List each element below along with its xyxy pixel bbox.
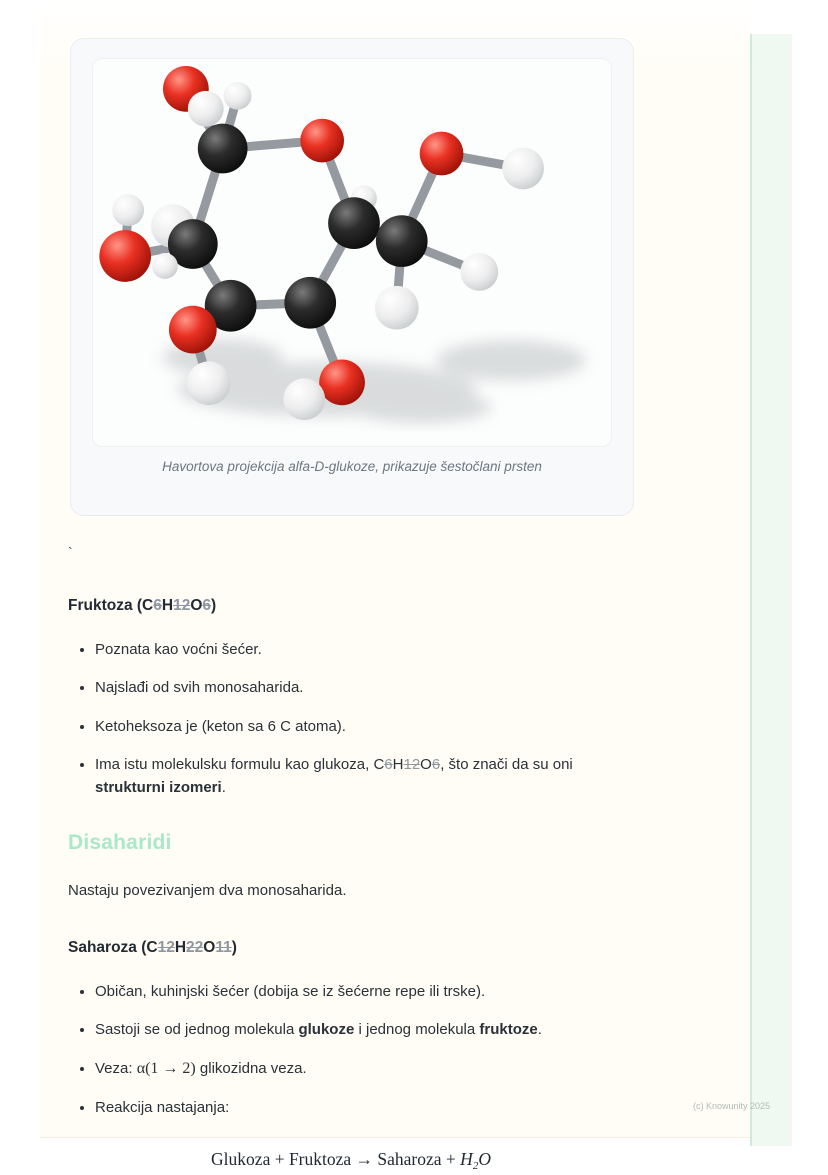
carbon-atom [328, 197, 380, 249]
hydrogen-atom [187, 361, 231, 405]
copyright-watermark: (c) Knowunity 2025 [693, 1101, 771, 1111]
saharoza-list [68, 980, 634, 1120]
oxygen-atom [99, 230, 151, 282]
fruktoza-heading: Fruktoza (C6H12O6) [68, 597, 217, 614]
glucose-ball-stick-model [93, 59, 611, 446]
hydrogen-atom [224, 82, 252, 110]
list-item: • Običan, kuhinjski šećer (dobija se iz šećerne repe ili trske). [95, 980, 634, 1003]
hydrogen-atom [460, 253, 498, 291]
list-item: • Poznata kao voćni šećer. [95, 638, 634, 661]
molecule-figure-card [70, 38, 634, 516]
hydrogen-atom [188, 91, 224, 127]
list-item: • Reakcija nastajanja: [95, 1096, 634, 1119]
oxygen-atom [420, 132, 464, 176]
carbon-atom [376, 215, 428, 267]
ring-oxygen-atom [300, 119, 344, 163]
fruktoza-list [68, 638, 634, 799]
stray-backtick: ` [68, 544, 73, 560]
list-item: • Sastoji se od jednog molekula glukoze i jednog molekula fruktoze. [95, 1018, 634, 1041]
list-item: • Veza: α(1 → 2) glikozidna veza. [95, 1057, 634, 1082]
figure-caption: Havortova projekcija alfa-D-glukoze, prikazuje šestočlani prsten [162, 459, 542, 474]
list-item: • Najslađi od svih monosaharida. [95, 676, 634, 699]
page-edge-strip [750, 34, 792, 1146]
disaharidi-intro: Nastaju povezivanjem dva monosaharida. [68, 881, 347, 899]
molecule-figure-image [92, 58, 612, 447]
list-item: • Ima istu molekulsku formulu kao glukoza, C6H12O6, što znači da su oni strukturni izomeri. [95, 753, 634, 800]
saharoza-heading: Saharoza (C12H22O11) [68, 939, 237, 957]
document-body [68, 542, 634, 1175]
hydrogen-atom [152, 253, 178, 279]
hydrogen-atom [112, 194, 144, 226]
reaction-equation: Glukoza + Fruktoza → Saharoza + $H_2O$ [211, 1148, 491, 1172]
oxygen-atom [169, 306, 217, 354]
disaharidi-heading: Disaharidi [68, 831, 172, 855]
oxygen-atom [319, 359, 365, 405]
carbon-atom [284, 277, 336, 329]
carbon-atom [198, 124, 248, 174]
hydrogen-atom [283, 378, 325, 420]
list-item: • Ketoheksoza je (keton sa 6 C atoma). [95, 715, 634, 738]
hydrogen-atom [375, 286, 419, 330]
hydrogen-atom [502, 148, 544, 190]
